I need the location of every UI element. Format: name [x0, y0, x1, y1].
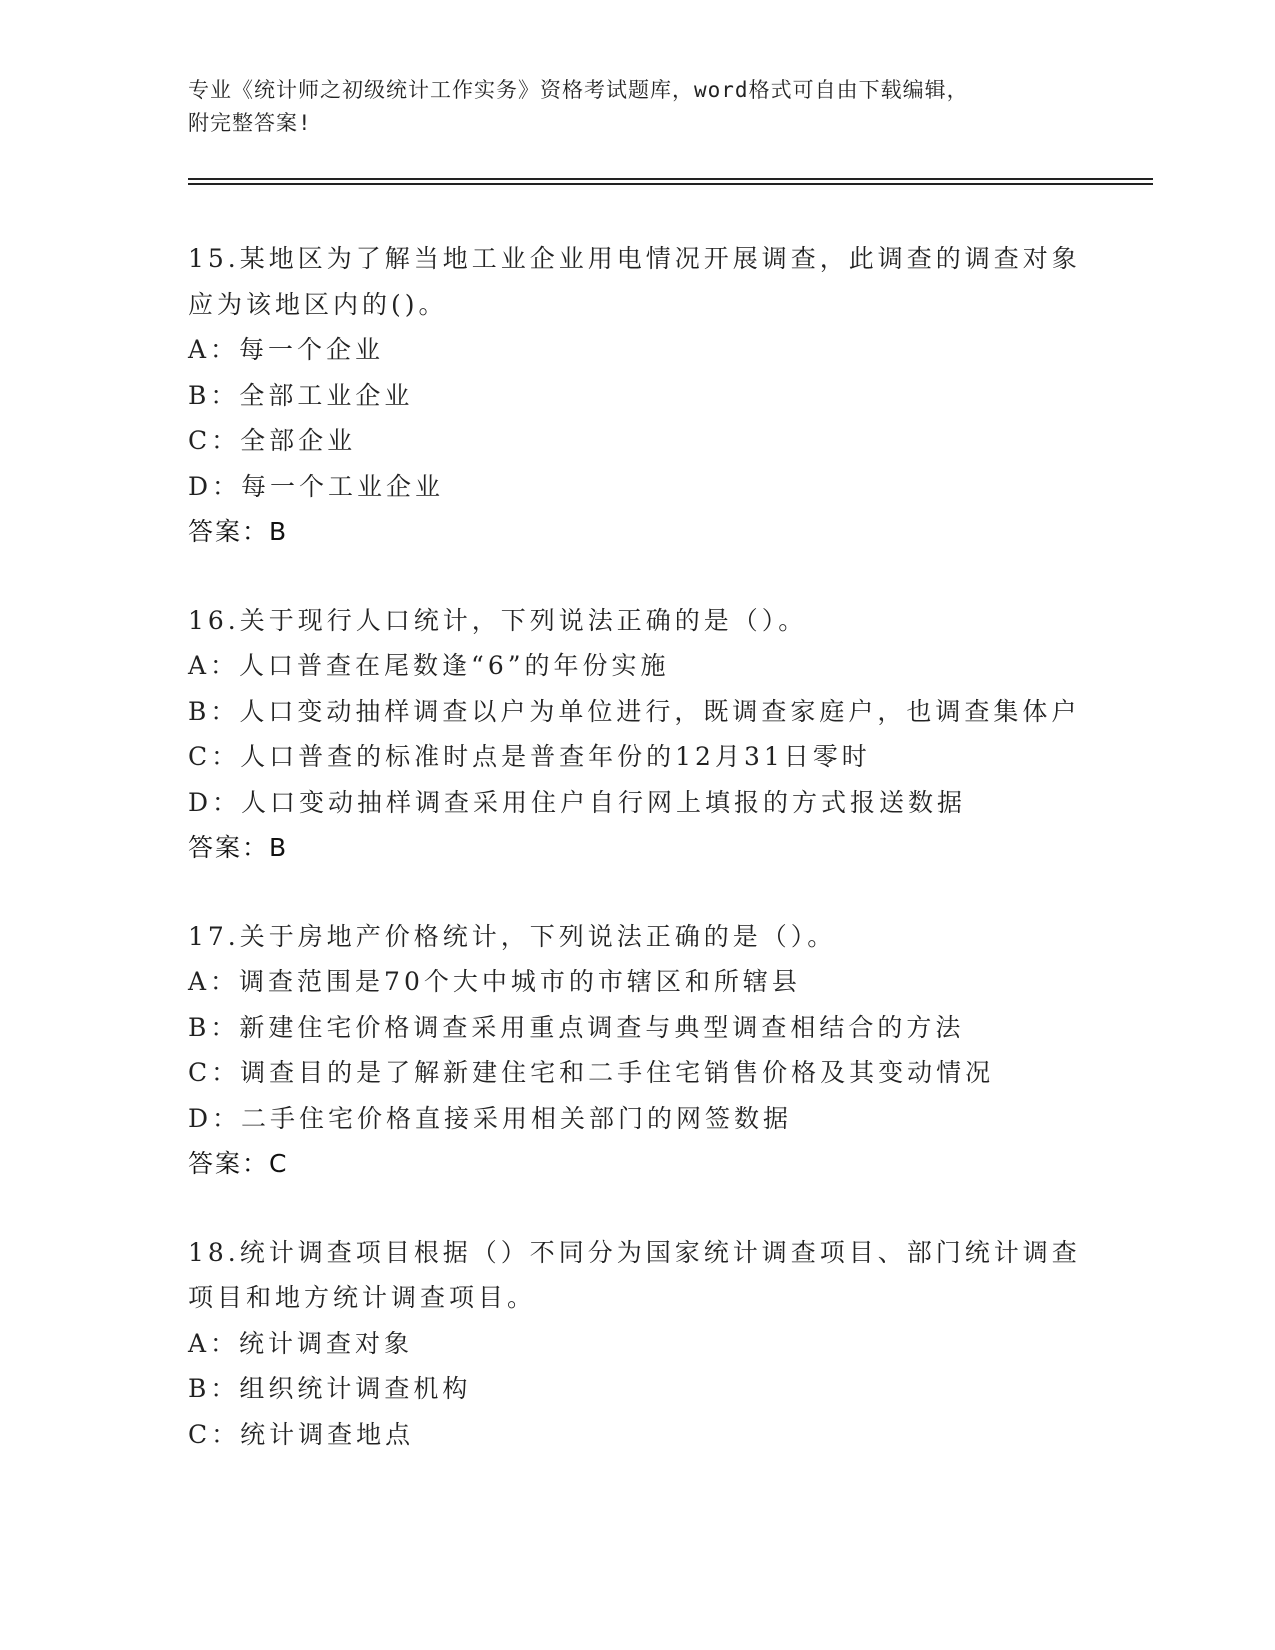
document-header: [188, 74, 1088, 140]
option-d: D：二手住宅价格直接采用相关部门的网签数据: [188, 1103, 793, 1133]
question-stem-line: 应为该地区内的()。: [188, 289, 448, 319]
option-c: C：统计调查地点: [188, 1419, 415, 1449]
option-a: A：统计调查对象: [188, 1328, 414, 1358]
header-divider-bottom: [188, 183, 1153, 185]
header-line-2: 附完整答案!: [188, 111, 312, 135]
question-stem-line: 15.某地区为了解当地工业企业用电情况开展调查，此调查的调查对象: [188, 244, 1081, 273]
question-list: [188, 236, 1088, 1500]
question-stem-line: 17.关于房地产价格统计，下列说法正确的是（）。: [188, 921, 837, 951]
answer-label: 答案：B: [188, 517, 289, 546]
option-c: C：全部企业: [188, 426, 357, 455]
option-b: B：组织统计调查机构: [188, 1374, 472, 1403]
question-stem-line: 18.统计调查项目根据（）不同分为国家统计调查项目、部门统计调查: [188, 1237, 1081, 1267]
answer-label: 答案：B: [188, 833, 289, 862]
question-stem-line: 项目和地方统计调查项目。: [188, 1283, 537, 1312]
answer-label: 答案：C: [188, 1149, 289, 1178]
option-c: C：人口普查的标准时点是普查年份的12月31日零时: [188, 742, 871, 771]
option-b: B：新建住宅价格调查采用重点调查与典型调查相结合的方法: [188, 1012, 965, 1042]
option-d: D：每一个工业企业: [188, 471, 445, 501]
option-b: B：全部工业企业: [188, 380, 414, 410]
header-divider-top: [188, 178, 1153, 180]
option-a: A：每一个企业: [188, 335, 385, 364]
option-b: B：人口变动抽样调查以户为单位进行，既调查家庭户，也调查集体户: [188, 696, 1081, 726]
option-c: C：调查目的是了解新建住宅和二手住宅销售价格及其变动情况: [188, 1058, 995, 1087]
question-16: [188, 598, 1088, 871]
question-18: [188, 1230, 1088, 1458]
question-15: [188, 236, 1088, 555]
header-line-1: 专业《统计师之初级统计工作实务》资格考试题库，word格式可自由下载编辑，: [188, 78, 969, 102]
option-a: A：调查范围是70个大中城市的市辖区和所辖县: [188, 967, 801, 996]
option-a: A：人口普查在尾数逢“6”的年份实施: [188, 651, 670, 680]
question-stem-line: 16.关于现行人口统计，下列说法正确的是（）。: [188, 605, 808, 635]
question-17: [188, 914, 1088, 1187]
option-d: D：人口变动抽样调查采用住户自行网上填报的方式报送数据: [188, 787, 967, 817]
